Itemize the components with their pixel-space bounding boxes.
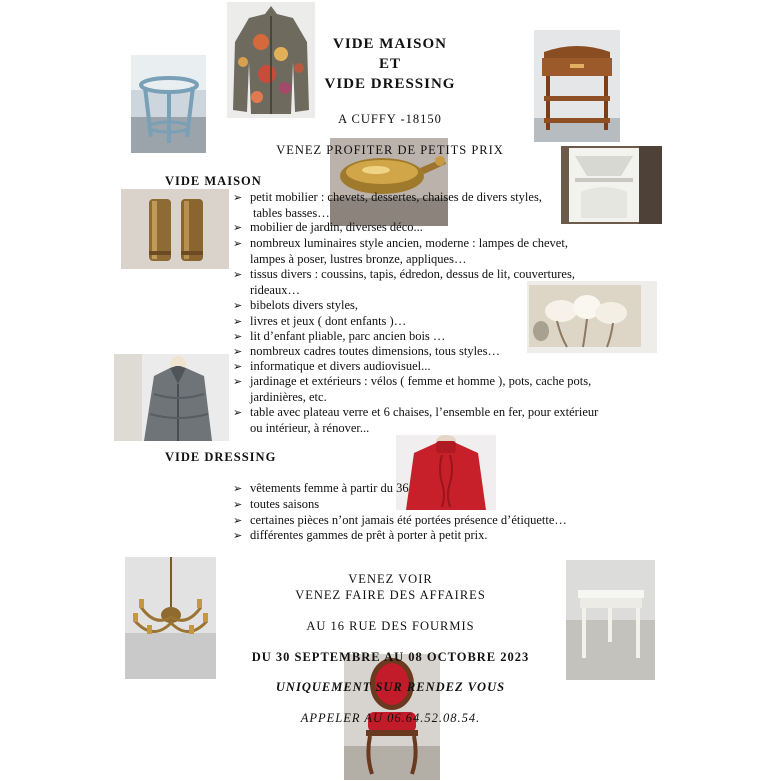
list-item-continuation: ou intérieur, à rénover...	[250, 421, 370, 435]
maison-heading: VIDE MAISON	[165, 174, 262, 188]
appointment-line: UNIQUEMENT SUR RENDEZ VOUS	[275, 680, 506, 694]
wooden-console-photo	[534, 30, 620, 142]
bullet-icon: ➢	[233, 515, 243, 527]
grey-jacket-photo	[114, 354, 229, 441]
list-item-continuation: jardinières, etc.	[250, 390, 327, 404]
list-item: toutes saisons	[250, 497, 320, 511]
title-line-3: VIDE DRESSING	[324, 76, 456, 92]
list-item: bibelots divers styles,	[250, 298, 358, 312]
list-item: petit mobilier : chevets, dessertes, chaises de divers styles,	[250, 190, 542, 204]
bullet-icon: ➢	[233, 499, 243, 511]
list-item: mobilier de jardin, diverses déco...	[250, 220, 423, 234]
bullet-icon: ➢	[233, 316, 243, 328]
bullet-icon: ➢	[233, 269, 243, 281]
list-item: informatique et divers audiovisuel...	[250, 359, 431, 373]
footer-line-2: VENEZ FAIRE DES AFFAIRES	[295, 588, 486, 602]
list-item-continuation: tables basses…	[253, 206, 330, 220]
bullet-icon: ➢	[233, 300, 243, 312]
bullet-icon: ➢	[233, 407, 243, 419]
list-item: jardinage et extérieurs : vélos ( femme et homme ), pots, cache pots,	[250, 374, 592, 388]
white-corner-cabinet-photo	[561, 146, 662, 224]
bullet-icon: ➢	[233, 331, 243, 343]
list-item-continuation: lampes à poser, lustres bronze, appliques…	[250, 252, 467, 266]
red-sweater-photo	[396, 435, 496, 510]
bullet-icon: ➢	[233, 192, 243, 204]
list-item: lit d’enfant pliable, parc ancien bois …	[250, 329, 446, 343]
list-item: table avec plateau verre et 6 chaises, l’ensemble en fer, pour extérieur	[250, 405, 599, 419]
list-item: vêtements femme à partir du 36	[250, 481, 409, 495]
title-line-1: VIDE MAISON	[333, 36, 447, 52]
location-line: A CUFFY -18150	[338, 112, 442, 126]
tagline: VENEZ PROFITER DE PETITS PRIX	[276, 143, 504, 157]
list-item: livres et jeux ( dont enfants )…	[250, 314, 407, 328]
title-line-2: ET	[378, 56, 401, 72]
bullet-icon: ➢	[233, 530, 243, 542]
list-item: nombreux cadres toutes dimensions, tous styles…	[250, 344, 500, 358]
address-line: AU 16 RUE DES FOURMIS	[306, 619, 475, 633]
list-item-continuation: rideaux…	[250, 283, 300, 297]
list-item: différentes gammes de prêt à porter à petit prix.	[250, 528, 488, 542]
metal-stool-photo	[131, 55, 206, 153]
list-item: nombreux luminaires style ancien, moderne : lampes de chevet,	[250, 236, 568, 250]
bullet-icon: ➢	[233, 222, 243, 234]
bullet-icon: ➢	[233, 346, 243, 358]
list-item: certaines pièces n’ont jamais été portées présence d’étiquette…	[250, 513, 567, 527]
list-item: tissus divers : coussins, tapis, édredon, dessus de lit, couvertures,	[250, 267, 575, 281]
dates-line: DU 30 SEPTEMBRE AU 08 OCTOBRE 2023	[251, 650, 530, 664]
brass-shell-vases-photo	[121, 189, 229, 269]
bullet-icon: ➢	[233, 483, 243, 495]
footer-line-1: VENEZ VOIR	[348, 572, 433, 586]
bullet-icon: ➢	[233, 376, 243, 388]
flower-canvas-photo	[527, 281, 657, 353]
phone-line: APPELER AU 06.64.52.08.54.	[300, 711, 481, 725]
bullet-icon: ➢	[233, 361, 243, 373]
bullet-icon: ➢	[233, 238, 243, 250]
dressing-heading: VIDE DRESSING	[165, 450, 277, 464]
